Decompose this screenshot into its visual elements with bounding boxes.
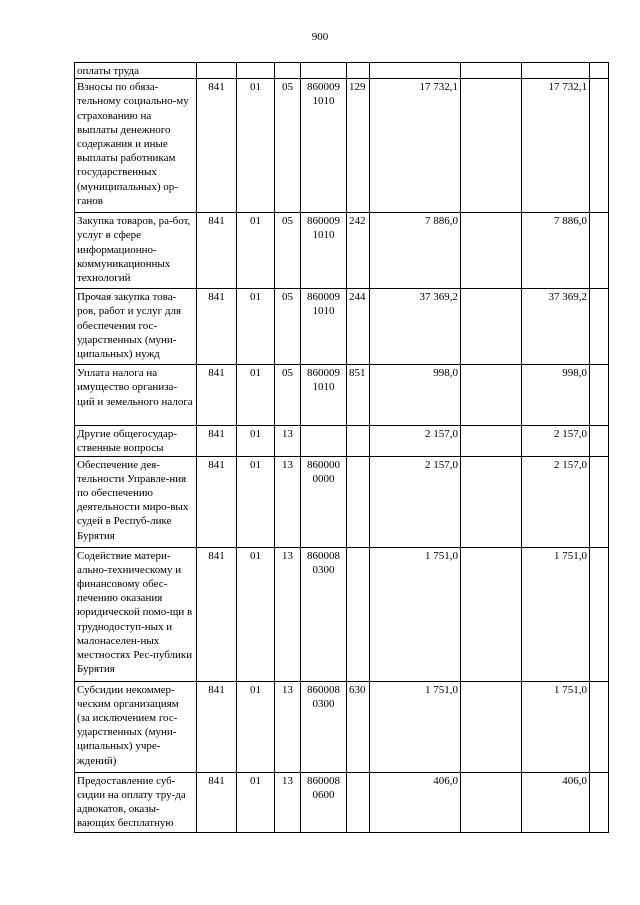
cell-sum-2 bbox=[461, 772, 522, 832]
cell-ved: 841 bbox=[197, 79, 237, 213]
cell-csr: 860009 1010 bbox=[301, 365, 347, 426]
cell-sum-3 bbox=[522, 63, 590, 79]
cell-vr: 129 bbox=[347, 79, 370, 213]
cell-name: Прочая закупка това-ров, работ и услуг для обеспечения гос-ударственных (муни-ципальных) нужд bbox=[75, 289, 197, 365]
cell-sum-2 bbox=[461, 681, 522, 772]
cell-name: Взносы по обяза-тельному социально-му страхованию на выплаты денежного содержания и иные выплаты работникам государственных (муниципальных) ор-ганов bbox=[75, 79, 197, 213]
cell-name: Содействие матери-ально-техническому и финансовому обес-печению оказания юридической помо-щи в труднодоступ-ных и малонаселен-ных местностях Рес-публики Бурятия bbox=[75, 547, 197, 681]
cell-empty bbox=[590, 63, 609, 79]
cell-pr: 05 bbox=[275, 365, 301, 426]
cell-ved: 841 bbox=[197, 426, 237, 456]
cell-name: оплаты труда bbox=[75, 63, 197, 79]
cell-sum-3: 2 157,0 bbox=[522, 456, 590, 547]
cell-rz: 01 bbox=[237, 426, 275, 456]
cell-pr: 13 bbox=[275, 426, 301, 456]
cell-rz: 01 bbox=[237, 772, 275, 832]
cell-sum-2 bbox=[461, 365, 522, 426]
cell-sum-3: 37 369,2 bbox=[522, 289, 590, 365]
cell-sum-1: 2 157,0 bbox=[370, 456, 461, 547]
cell-sum-1 bbox=[370, 63, 461, 79]
table-row bbox=[75, 289, 609, 365]
cell-csr: 860008 0300 bbox=[301, 681, 347, 772]
cell-ved: 841 bbox=[197, 213, 237, 289]
cell-sum-3: 406,0 bbox=[522, 772, 590, 832]
table-row bbox=[75, 79, 609, 213]
cell-vr: 242 bbox=[347, 213, 370, 289]
cell-empty bbox=[590, 79, 609, 213]
cell-rz: 01 bbox=[237, 365, 275, 426]
cell-sum-3: 7 886,0 bbox=[522, 213, 590, 289]
cell-sum-2 bbox=[461, 289, 522, 365]
cell-sum-1: 2 157,0 bbox=[370, 426, 461, 456]
table-row bbox=[75, 426, 609, 456]
table-body bbox=[75, 63, 609, 833]
table-row bbox=[75, 456, 609, 547]
cell-sum-2 bbox=[461, 79, 522, 213]
cell-pr: 13 bbox=[275, 456, 301, 547]
cell-rz: 01 bbox=[237, 213, 275, 289]
cell-vr bbox=[347, 426, 370, 456]
cell-vr bbox=[347, 772, 370, 832]
cell-sum-1: 406,0 bbox=[370, 772, 461, 832]
table-row bbox=[75, 213, 609, 289]
cell-ved: 841 bbox=[197, 289, 237, 365]
cell-empty bbox=[590, 426, 609, 456]
cell-sum-2 bbox=[461, 213, 522, 289]
table-row bbox=[75, 547, 609, 681]
cell-empty bbox=[590, 772, 609, 832]
cell-sum-2 bbox=[461, 547, 522, 681]
table-row bbox=[75, 772, 609, 832]
table-row bbox=[75, 681, 609, 772]
cell-ved: 841 bbox=[197, 365, 237, 426]
cell-ved bbox=[197, 63, 237, 79]
budget-table bbox=[74, 62, 609, 833]
cell-sum-3: 1 751,0 bbox=[522, 547, 590, 681]
cell-pr bbox=[275, 63, 301, 79]
cell-name: Субсидии некоммер-ческим организациям (за исключением гос-ударственных (муни-ципальных) учре-ждений) bbox=[75, 681, 197, 772]
cell-sum-3: 998,0 bbox=[522, 365, 590, 426]
cell-sum-2 bbox=[461, 456, 522, 547]
cell-ved: 841 bbox=[197, 681, 237, 772]
cell-sum-3: 17 732,1 bbox=[522, 79, 590, 213]
cell-name: Закупка товаров, ра-бот, услуг в сфере информационно-коммуникационных технологий bbox=[75, 213, 197, 289]
cell-rz: 01 bbox=[237, 456, 275, 547]
cell-ved: 841 bbox=[197, 547, 237, 681]
cell-sum-1: 17 732,1 bbox=[370, 79, 461, 213]
cell-empty bbox=[590, 681, 609, 772]
cell-name: Уплата налога на имущество организа-ций и земельного налога bbox=[75, 365, 197, 426]
cell-csr: 860009 1010 bbox=[301, 79, 347, 213]
cell-csr bbox=[301, 426, 347, 456]
cell-vr: 851 bbox=[347, 365, 370, 426]
cell-rz bbox=[237, 63, 275, 79]
cell-rz: 01 bbox=[237, 547, 275, 681]
cell-empty bbox=[590, 289, 609, 365]
cell-sum-2 bbox=[461, 63, 522, 79]
cell-pr: 05 bbox=[275, 213, 301, 289]
cell-sum-3: 2 157,0 bbox=[522, 426, 590, 456]
page-number: 900 bbox=[311, 31, 329, 43]
table-row bbox=[75, 365, 609, 426]
cell-empty bbox=[590, 547, 609, 681]
cell-pr: 13 bbox=[275, 681, 301, 772]
cell-pr: 13 bbox=[275, 547, 301, 681]
cell-empty bbox=[590, 456, 609, 547]
cell-ved: 841 bbox=[197, 772, 237, 832]
cell-vr bbox=[347, 63, 370, 79]
cell-csr: 860009 1010 bbox=[301, 213, 347, 289]
cell-ved: 841 bbox=[197, 456, 237, 547]
cell-csr bbox=[301, 63, 347, 79]
cell-empty bbox=[590, 365, 609, 426]
cell-vr bbox=[347, 547, 370, 681]
cell-vr bbox=[347, 456, 370, 547]
cell-name: Предоставление суб-сидии на оплату тру-да адвокатов, оказы-вающих бесплатную bbox=[75, 772, 197, 832]
cell-pr: 05 bbox=[275, 289, 301, 365]
cell-pr: 13 bbox=[275, 772, 301, 832]
cell-csr: 860009 1010 bbox=[301, 289, 347, 365]
cell-sum-3: 1 751,0 bbox=[522, 681, 590, 772]
cell-csr: 860008 0300 bbox=[301, 547, 347, 681]
cell-csr: 860008 0600 bbox=[301, 772, 347, 832]
cell-rz: 01 bbox=[237, 79, 275, 213]
cell-pr: 05 bbox=[275, 79, 301, 213]
cell-name: Обеспечение дея-тельности Управле-ния по обеспечению деятельности миро-вых судей в Респуб-лике Бурятия bbox=[75, 456, 197, 547]
cell-empty bbox=[590, 213, 609, 289]
cell-sum-2 bbox=[461, 426, 522, 456]
table-row bbox=[75, 63, 609, 79]
cell-sum-1: 37 369,2 bbox=[370, 289, 461, 365]
cell-rz: 01 bbox=[237, 681, 275, 772]
cell-rz: 01 bbox=[237, 289, 275, 365]
cell-sum-1: 1 751,0 bbox=[370, 681, 461, 772]
cell-csr: 860000 0000 bbox=[301, 456, 347, 547]
cell-vr: 630 bbox=[347, 681, 370, 772]
cell-sum-1: 998,0 bbox=[370, 365, 461, 426]
cell-vr: 244 bbox=[347, 289, 370, 365]
cell-name: Другие общегосудар-ственные вопросы bbox=[75, 426, 197, 456]
cell-sum-1: 1 751,0 bbox=[370, 547, 461, 681]
cell-sum-1: 7 886,0 bbox=[370, 213, 461, 289]
